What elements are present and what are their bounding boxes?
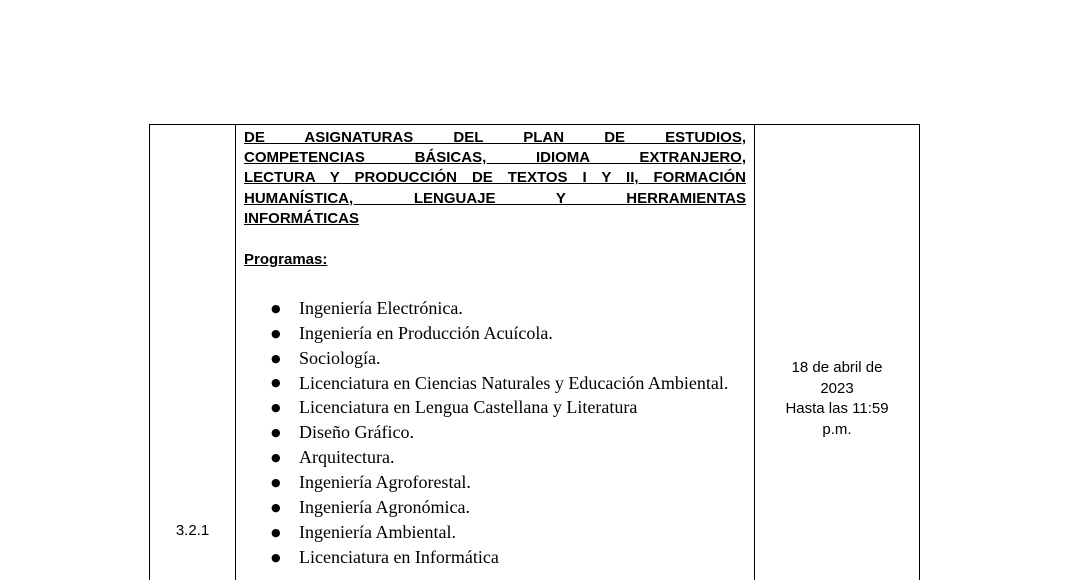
table-row [150,125,920,580]
list-item [271,445,754,470]
bullet-icon: ● [271,352,281,366]
list-item [271,520,754,545]
program-name: Ingeniería Electrónica. [299,298,463,319]
bullet-icon: ● [271,426,281,440]
program-name: Sociología. [299,348,381,369]
bullet-icon: ● [271,551,281,565]
content-cell [236,125,755,580]
program-name: Ingeniería Agronómica. [299,497,470,518]
list-item [271,420,754,445]
program-name: Ingeniería Ambiental. [299,522,456,543]
deadline-date-line: 18 de abril de [791,359,883,376]
bullet-icon: ● [271,501,281,515]
heading-line: DE ASIGNATURAS DEL PLAN DE ESTUDIOS, [244,129,746,146]
bullet-icon: ● [271,401,281,415]
program-name: Licenciatura en Lengua Castellana y Literatura [299,397,638,418]
list-item [271,371,754,395]
program-name: Arquitectura. [299,447,395,468]
deadline [755,358,919,440]
row-number-cell [150,125,236,580]
list-item [271,321,754,346]
bullet-icon: ● [271,526,281,540]
program-list [236,296,754,570]
bullet-icon: ● [271,327,281,341]
heading-line: COMPETENCIAS BÁSICAS, IDIOMA EXTRANJERO, [244,149,746,167]
program-name: Licenciatura en Informática [299,547,499,568]
programs-label: Programas: [244,251,328,269]
list-item [271,470,754,495]
row-number: 3.2.1 [175,522,210,539]
bullet-icon: ● [271,376,281,390]
list-item [271,545,754,570]
heading-line: INFORMÁTICAS [244,209,359,227]
list-item [271,346,754,371]
program-name: Diseño Gráfico. [299,422,414,443]
bullet-icon: ● [271,451,281,465]
program-name: Licenciatura en Ciencias Naturales y Educación Ambiental. [299,373,729,394]
deadline-date-line: 2023 [820,379,854,397]
section-heading [236,125,754,229]
heading-line: LECTURA Y PRODUCCIÓN DE TEXTOS I Y II, FORMACIÓN [244,169,746,187]
deadline-cell [755,125,920,580]
list-item [271,495,754,520]
deadline-time-line: Hasta las 11:59 [785,400,889,417]
bullet-icon: ● [271,302,281,316]
heading-line: HUMANÍSTICA, LENGUAJE Y HERRAMIENTAS [244,189,746,207]
bullet-icon: ● [271,476,281,490]
list-item [271,395,754,420]
deadline-time-line: p.m. [822,420,852,438]
schedule-table [149,124,920,580]
list-item [271,296,754,321]
program-name: Ingeniería Agroforestal. [299,472,471,493]
program-name: Ingeniería en Producción Acuícola. [299,323,553,344]
